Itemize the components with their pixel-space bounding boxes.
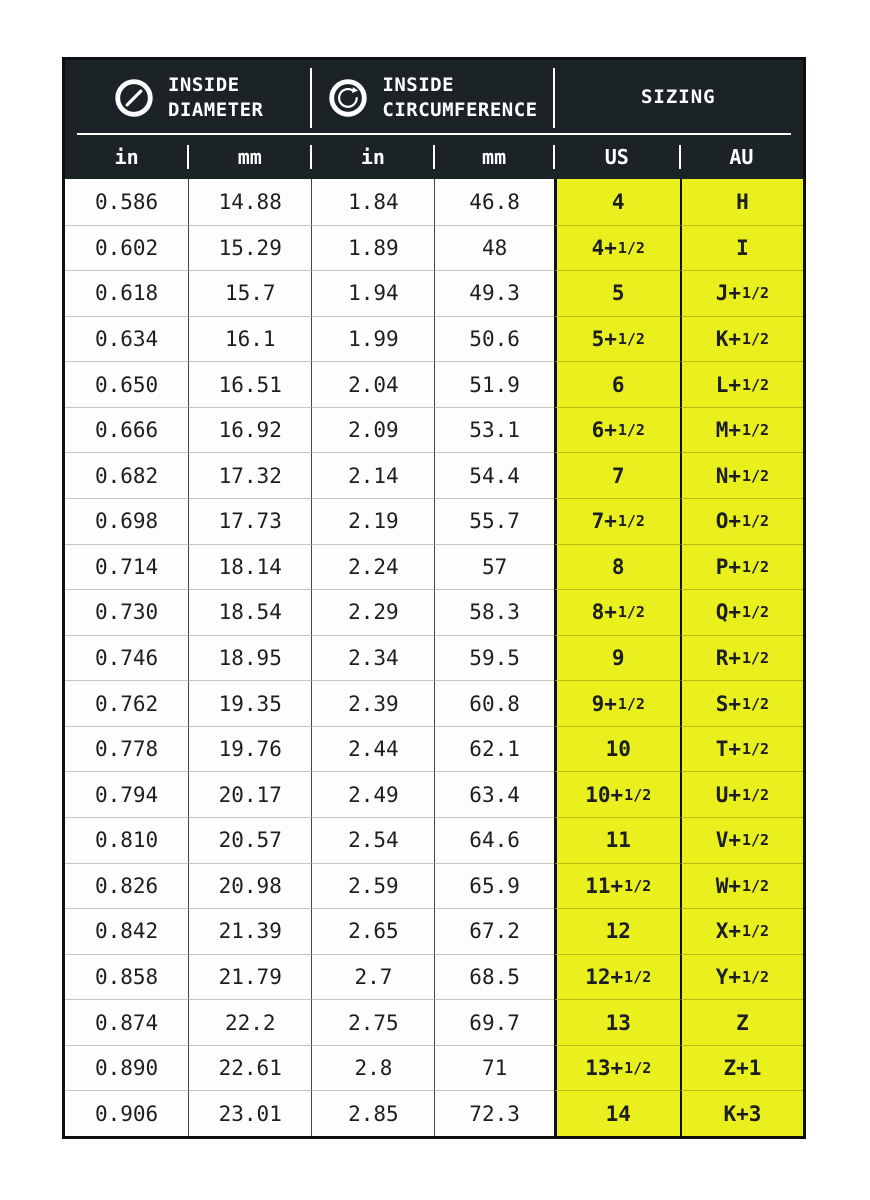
cell-diameter-mm: 15.29 [188, 225, 311, 271]
cell-diameter-in: 0.618 [65, 270, 188, 316]
column-header-circumference-in: in [311, 135, 434, 179]
cell-size-us: 11+ 1/2 [554, 863, 680, 909]
cell-circumference-in: 2.34 [311, 635, 434, 681]
cell-circumference-in: 2.65 [311, 908, 434, 954]
cell-circumference-mm: 46.8 [434, 179, 553, 225]
cell-circumference-mm: 67.2 [434, 908, 553, 954]
cell-size-au: W+ 1/2 [680, 863, 803, 909]
cell-size-us: 11 [554, 817, 680, 863]
cell-size-us: 7+ 1/2 [554, 498, 680, 544]
cell-circumference-mm: 49.3 [434, 270, 553, 316]
cell-size-us: 5 [554, 270, 680, 316]
cell-size-us: 10 [554, 726, 680, 772]
cell-diameter-in: 0.874 [65, 999, 188, 1045]
cell-diameter-mm: 17.32 [188, 452, 311, 498]
cell-circumference-in: 2.29 [311, 589, 434, 635]
cell-diameter-in: 0.666 [65, 407, 188, 453]
column-header-circumference-mm: mm [434, 135, 553, 179]
column-header-us: US [554, 135, 680, 179]
cell-diameter-mm: 20.57 [188, 817, 311, 863]
cell-circumference-in: 2.85 [311, 1090, 434, 1136]
cell-diameter-mm: 20.98 [188, 863, 311, 909]
cell-circumference-mm: 50.6 [434, 316, 553, 362]
cell-diameter-in: 0.746 [65, 635, 188, 681]
cell-diameter-mm: 16.51 [188, 361, 311, 407]
cell-circumference-mm: 55.7 [434, 498, 553, 544]
cell-diameter-mm: 21.79 [188, 954, 311, 1000]
cell-circumference-mm: 51.9 [434, 361, 553, 407]
cell-diameter-mm: 14.88 [188, 179, 311, 225]
cell-diameter-mm: 17.73 [188, 498, 311, 544]
cell-size-us: 9+ 1/2 [554, 680, 680, 726]
cell-size-au: X+ 1/2 [680, 908, 803, 954]
cell-circumference-mm: 64.6 [434, 817, 553, 863]
cell-size-us: 4 [554, 179, 680, 225]
cell-diameter-mm: 16.1 [188, 316, 311, 362]
cell-size-us: 8+ 1/2 [554, 589, 680, 635]
diameter-icon [113, 77, 155, 119]
cell-size-au: O+ 1/2 [680, 498, 803, 544]
cell-size-au: R+ 1/2 [680, 635, 803, 681]
cell-diameter-mm: 18.14 [188, 544, 311, 590]
cell-size-au: T+ 1/2 [680, 726, 803, 772]
cell-size-au: U+ 1/2 [680, 771, 803, 817]
cell-diameter-in: 0.794 [65, 771, 188, 817]
cell-circumference-in: 1.84 [311, 179, 434, 225]
cell-size-au: J+ 1/2 [680, 270, 803, 316]
cell-circumference-mm: 68.5 [434, 954, 553, 1000]
cell-diameter-mm: 22.61 [188, 1045, 311, 1091]
group-label-inside-circumference: INSIDE CIRCUMFERENCE [382, 73, 538, 121]
table-group-header [65, 60, 803, 135]
cell-size-us: 14 [554, 1090, 680, 1136]
cell-diameter-in: 0.650 [65, 361, 188, 407]
cell-size-au: K+ 1/2 [680, 316, 803, 362]
cell-diameter-in: 0.826 [65, 863, 188, 909]
cell-diameter-in: 0.730 [65, 589, 188, 635]
cell-circumference-mm: 62.1 [434, 726, 553, 772]
cell-diameter-in: 0.906 [65, 1090, 188, 1136]
cell-circumference-in: 2.49 [311, 771, 434, 817]
cell-diameter-in: 0.602 [65, 225, 188, 271]
cell-diameter-in: 0.634 [65, 316, 188, 362]
circumference-icon [327, 77, 369, 119]
cell-circumference-mm: 65.9 [434, 863, 553, 909]
cell-size-us: 6 [554, 361, 680, 407]
cell-circumference-in: 2.75 [311, 999, 434, 1045]
column-header-au: AU [680, 135, 803, 179]
cell-circumference-mm: 69.7 [434, 999, 553, 1045]
cell-circumference-in: 2.44 [311, 726, 434, 772]
cell-diameter-mm: 22.2 [188, 999, 311, 1045]
cell-size-au: H [680, 179, 803, 225]
group-inside-circumference [311, 60, 553, 135]
cell-circumference-in: 2.39 [311, 680, 434, 726]
cell-size-au: Z+1 [680, 1045, 803, 1091]
group-label-inside-diameter: INSIDE DIAMETER [167, 73, 264, 121]
cell-size-au: Y+ 1/2 [680, 954, 803, 1000]
cell-diameter-in: 0.714 [65, 544, 188, 590]
cell-circumference-mm: 71 [434, 1045, 553, 1091]
cell-size-us: 7 [554, 452, 680, 498]
cell-circumference-in: 2.59 [311, 863, 434, 909]
cell-size-us: 12 [554, 908, 680, 954]
cell-size-us: 8 [554, 544, 680, 590]
cell-diameter-in: 0.778 [65, 726, 188, 772]
cell-diameter-in: 0.698 [65, 498, 188, 544]
cell-size-au: Q+ 1/2 [680, 589, 803, 635]
cell-diameter-in: 0.682 [65, 452, 188, 498]
cell-diameter-mm: 20.17 [188, 771, 311, 817]
cell-circumference-in: 2.04 [311, 361, 434, 407]
column-header-diameter-mm: mm [188, 135, 311, 179]
cell-circumference-mm: 48 [434, 225, 553, 271]
cell-circumference-mm: 53.1 [434, 407, 553, 453]
cell-circumference-in: 2.09 [311, 407, 434, 453]
cell-circumference-in: 1.94 [311, 270, 434, 316]
group-sizing [554, 60, 803, 135]
cell-size-us: 4+ 1/2 [554, 225, 680, 271]
group-inside-diameter [65, 60, 311, 135]
cell-diameter-mm: 21.39 [188, 908, 311, 954]
cell-diameter-in: 0.810 [65, 817, 188, 863]
cell-diameter-mm: 23.01 [188, 1090, 311, 1136]
cell-size-us: 13+ 1/2 [554, 1045, 680, 1091]
group-label-sizing: SIZING [640, 86, 716, 109]
cell-diameter-in: 0.762 [65, 680, 188, 726]
cell-size-au: Z [680, 999, 803, 1045]
cell-size-us: 9 [554, 635, 680, 681]
cell-size-au: M+ 1/2 [680, 407, 803, 453]
cell-circumference-in: 2.14 [311, 452, 434, 498]
cell-diameter-mm: 19.35 [188, 680, 311, 726]
cell-size-au: V+ 1/2 [680, 817, 803, 863]
cell-size-us: 13 [554, 999, 680, 1045]
cell-circumference-mm: 63.4 [434, 771, 553, 817]
cell-size-us: 5+ 1/2 [554, 316, 680, 362]
cell-diameter-in: 0.890 [65, 1045, 188, 1091]
cell-size-us: 6+ 1/2 [554, 407, 680, 453]
cell-circumference-mm: 57 [434, 544, 553, 590]
cell-size-us: 12+ 1/2 [554, 954, 680, 1000]
cell-circumference-in: 2.7 [311, 954, 434, 1000]
table-column-headers [65, 135, 803, 179]
cell-diameter-mm: 18.54 [188, 589, 311, 635]
cell-diameter-mm: 18.95 [188, 635, 311, 681]
cell-diameter-in: 0.586 [65, 179, 188, 225]
cell-circumference-mm: 54.4 [434, 452, 553, 498]
cell-circumference-in: 2.54 [311, 817, 434, 863]
cell-size-us: 10+ 1/2 [554, 771, 680, 817]
column-header-diameter-in: in [114, 145, 139, 169]
cell-size-au: L+ 1/2 [680, 361, 803, 407]
cell-diameter-in: 0.842 [65, 908, 188, 954]
cell-circumference-in: 2.19 [311, 498, 434, 544]
cell-circumference-in: 2.8 [311, 1045, 434, 1091]
cell-circumference-mm: 59.5 [434, 635, 553, 681]
cell-size-au: K+3 [680, 1090, 803, 1136]
cell-circumference-in: 2.24 [311, 544, 434, 590]
cell-circumference-mm: 58.3 [434, 589, 553, 635]
table-body [65, 179, 803, 1136]
cell-circumference-in: 1.99 [311, 316, 434, 362]
cell-circumference-mm: 60.8 [434, 680, 553, 726]
cell-diameter-mm: 15.7 [188, 270, 311, 316]
cell-circumference-in: 1.89 [311, 225, 434, 271]
cell-diameter-mm: 19.76 [188, 726, 311, 772]
cell-size-au: I [680, 225, 803, 271]
cell-size-au: S+ 1/2 [680, 680, 803, 726]
cell-diameter-mm: 16.92 [188, 407, 311, 453]
cell-diameter-in: 0.858 [65, 954, 188, 1000]
cell-size-au: N+ 1/2 [680, 452, 803, 498]
ring-size-chart [62, 57, 806, 1139]
cell-circumference-mm: 72.3 [434, 1090, 553, 1136]
cell-size-au: P+ 1/2 [680, 544, 803, 590]
